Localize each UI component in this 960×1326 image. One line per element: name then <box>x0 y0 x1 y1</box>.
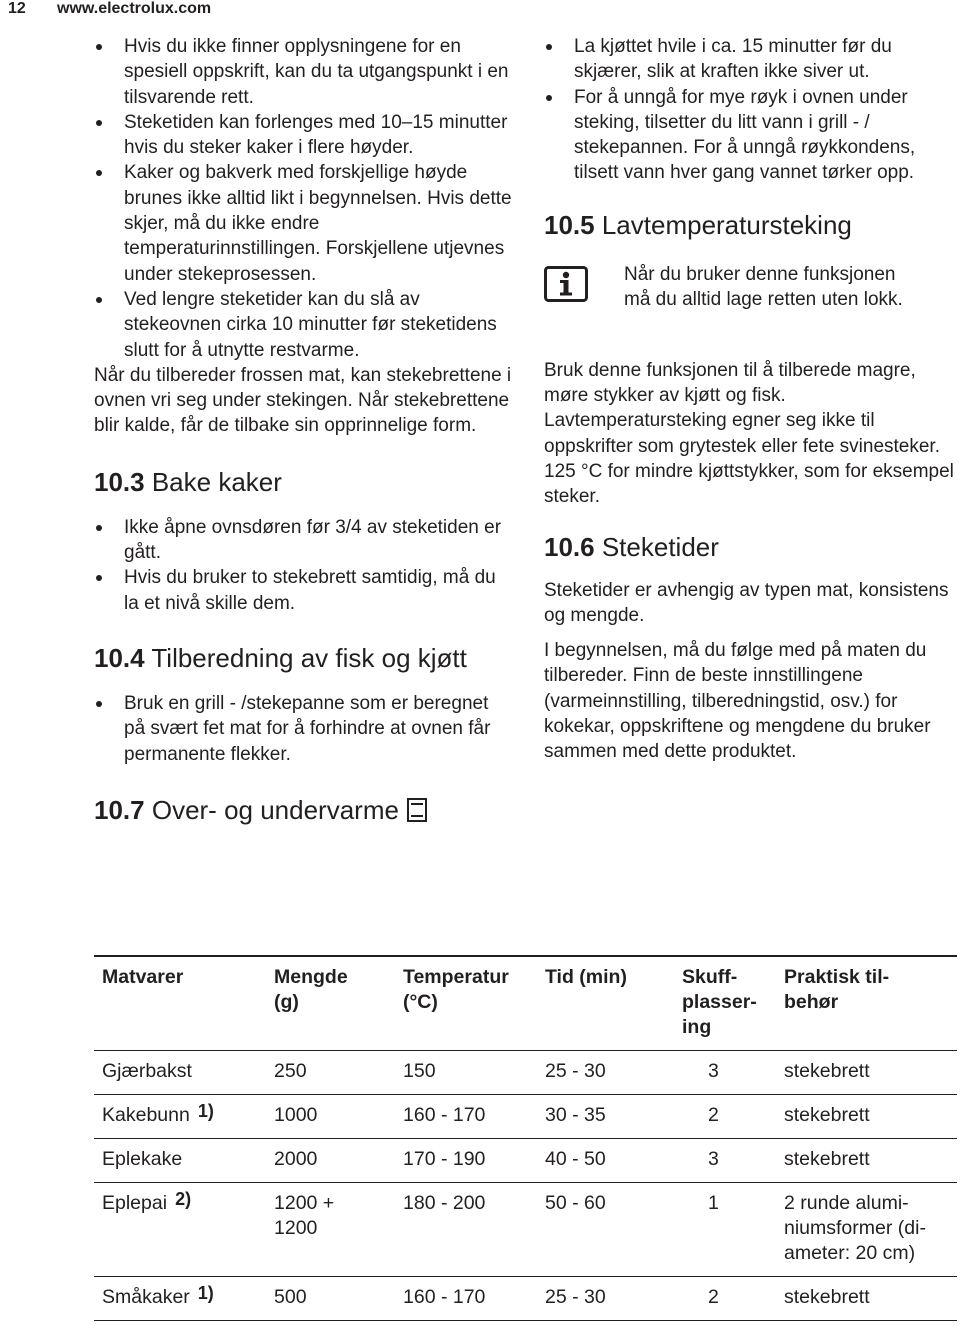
frozen-food-paragraph: Når du tilbereder frossen mat, kan stekebrettene i ovnen vri seg under stekingen. Når stekebrettene blir kalde, får de tilbake sin opprinnelige form. <box>94 364 512 437</box>
column-header-time: Tid (min) <box>545 966 627 988</box>
list-item: Hvis du ikke finner opplysningene for en spesiell oppskrift, kan du ta utgangspunkt i en tilsvarende rett. <box>94 34 514 110</box>
intro-bullet-list <box>94 34 514 363</box>
cell-time: 25 - 30 <box>545 1060 606 1082</box>
header-line: Skuff- <box>682 966 738 988</box>
section-title: Lavtemperatursteking <box>601 209 852 240</box>
section-title: Over- og undervarme <box>151 794 399 825</box>
header-url: www.electrolux.com <box>57 0 212 17</box>
header-line: (g) <box>274 991 299 1013</box>
section-number: 10.4 <box>94 642 145 673</box>
cell-food: Gjærbakst <box>102 1060 192 1082</box>
info-icon <box>544 266 588 302</box>
cooking-times-paragraph: Steketider er avhengig av typen mat, konsistens og mengde. <box>544 579 949 626</box>
cell-amount: 500 <box>274 1286 307 1308</box>
table-row <box>94 1277 957 1321</box>
table-row <box>94 1051 957 1095</box>
cell-time: 30 - 35 <box>545 1104 606 1126</box>
oven-top-bottom-heat-icon <box>407 798 427 822</box>
cell-level: 2 <box>708 1104 719 1126</box>
baking-table <box>94 955 957 1321</box>
section-title: Bake kaker <box>151 466 282 497</box>
section-number: 10.6 <box>544 531 595 562</box>
bake-cakes-bullet-list <box>94 515 514 616</box>
accessory-line: ameter: 20 cm) <box>784 1242 916 1264</box>
cell-temperature: 170 - 190 <box>403 1148 486 1170</box>
amount-line: 1200 + <box>274 1192 335 1214</box>
list-item: La kjøttet hvile i ca. 15 minutter før du skjærer, slik at kraften ikke siver ut. <box>544 34 954 85</box>
cell-food: Eplekake <box>102 1148 183 1170</box>
section-number: 10.3 <box>94 466 145 497</box>
header-line: Mengde <box>274 966 348 988</box>
info-note <box>544 262 954 340</box>
header-line: behør <box>784 991 839 1013</box>
page-number: 12 <box>8 0 26 17</box>
list-item: Ved lengre steketider kan du slå av stekeovnen cirka 10 minutter før steketidens slutt for å utnytte restvarme. <box>94 287 514 363</box>
cell-level: 3 <box>708 1148 719 1170</box>
section-title: Steketider <box>601 531 719 562</box>
food-name: Eplepai <box>102 1192 168 1214</box>
section-heading-10-5 <box>544 210 954 240</box>
section-title: Tilberedning av fisk og kjøtt <box>151 642 467 673</box>
footnote-marker: 2) <box>175 1189 192 1209</box>
table-row <box>94 1183 957 1277</box>
section-number: 10.5 <box>544 209 595 240</box>
list-item: Bruk en grill - /stekepanne som er beregnet på svært fet mat for å forhindre at ovnen får permanente flekker. <box>94 691 514 767</box>
section-number: 10.7 <box>94 794 145 825</box>
cell-accessory: stekebrett <box>784 1060 870 1082</box>
list-item: Kaker og bakverk med forskjellige høyde brunes ikke alltid likt i begynnelsen. Hvis dette skjer, må du ikke endre temperaturinnstillingen. Forskjellene utjevnes under stekeprosessen. <box>94 160 514 286</box>
cell-amount: 1000 <box>274 1104 318 1126</box>
accessory-line: niumsformer (di- <box>784 1217 926 1239</box>
column-header-amount <box>266 956 395 1051</box>
cell-time: 50 - 60 <box>545 1192 606 1214</box>
food-name: Kakebunn <box>102 1104 190 1126</box>
footnote-marker: 1) <box>197 1101 214 1121</box>
cell-food <box>94 1095 266 1139</box>
cell-amount: 250 <box>274 1060 307 1082</box>
list-item: For å unngå for mye røyk i ovnen under steking, tilsetter du litt vann i grill - / stekepannen. For å unngå røykkondens, tilsett vann hver gang vannet tørker opp. <box>544 85 954 186</box>
cell-temperature: 180 - 200 <box>403 1192 486 1214</box>
accessory-line: 2 runde alumi- <box>784 1192 909 1214</box>
amount-line: 1200 <box>274 1217 318 1239</box>
section-heading-10-3 <box>94 467 514 497</box>
list-item: Ikke åpne ovnsdøren før 3/4 av steketiden er gått. <box>94 515 514 566</box>
column-header-temperature <box>395 956 537 1051</box>
list-item: Hvis du bruker to stekebrett samtidig, må du la et nivå skille dem. <box>94 565 514 616</box>
cell-level: 1 <box>708 1192 719 1214</box>
cell-accessory <box>776 1183 957 1277</box>
food-name: Småkaker <box>102 1286 190 1308</box>
table-header-row <box>94 956 957 1051</box>
header-line: Praktisk til- <box>784 966 890 988</box>
list-item: Steketiden kan forlenges med 10–15 minutter hvis du steker kaker i flere høyder. <box>94 110 514 161</box>
cell-accessory: stekebrett <box>784 1148 870 1170</box>
footnote-marker: 1) <box>197 1283 214 1303</box>
cell-temperature: 160 - 170 <box>403 1104 486 1126</box>
cell-temperature: 160 - 170 <box>403 1286 486 1308</box>
info-note-text: Når du bruker denne funksjonen må du alltid lage retten uten lokk. <box>624 263 903 311</box>
header-line: (°C) <box>403 991 438 1013</box>
right-column <box>544 34 954 765</box>
column-header-accessory <box>776 956 957 1051</box>
column-header-shelf-level <box>674 956 776 1051</box>
cell-temperature: 150 <box>403 1060 436 1082</box>
left-column <box>94 34 514 825</box>
low-temp-paragraph: Bruk denne funksjonen til å tilberede magre, møre stykker av kjøtt og fisk. Lavtemperatursteking egner seg ikke til oppskrifter som grytestek eller fete svinesteker. 125 °C for mindre kjøttstykker, som for eksempel steker. <box>544 359 954 508</box>
cell-accessory: stekebrett <box>784 1104 870 1126</box>
meat-tips-bullet-list <box>544 34 954 186</box>
cell-food <box>94 1277 266 1321</box>
cell-time: 40 - 50 <box>545 1148 606 1170</box>
cell-accessory: stekebrett <box>784 1286 870 1308</box>
column-header-food: Matvarer <box>102 966 184 988</box>
cell-amount <box>266 1183 395 1277</box>
table-row <box>94 1095 957 1139</box>
section-heading-10-4 <box>94 643 514 673</box>
table-row <box>94 1139 957 1183</box>
cell-time: 25 - 30 <box>545 1286 606 1308</box>
header-line: plasser- <box>682 991 757 1013</box>
section-heading-10-6 <box>544 532 954 562</box>
header-line: Temperatur <box>403 966 509 988</box>
cell-level: 3 <box>708 1060 719 1082</box>
cooking-times-paragraph: I begynnelsen, må du følge med på maten du tilbereder. Finn de beste innstillingene (varmeinnstilling, tilberedningstid, osv.) for kokekar, oppskriftene og mengdene du bruker sammen med dette produktet. <box>544 640 931 763</box>
section-heading-10-7 <box>94 795 514 825</box>
cell-amount: 2000 <box>274 1148 318 1170</box>
fish-meat-bullet-list <box>94 691 514 767</box>
header-line: ing <box>682 1016 712 1038</box>
cell-level: 2 <box>708 1286 719 1308</box>
cell-food <box>94 1183 266 1277</box>
